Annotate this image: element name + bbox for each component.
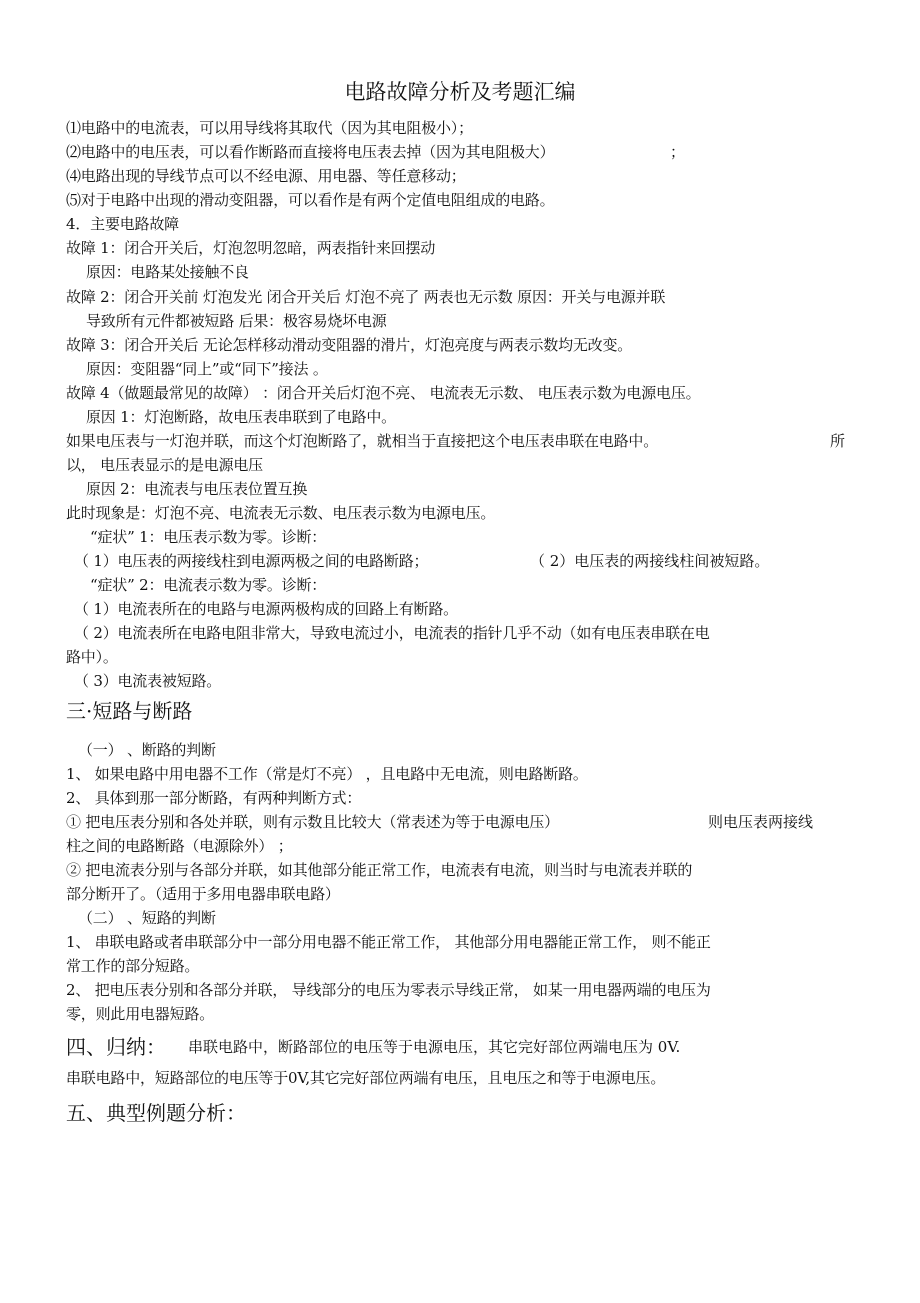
open-method-1-line-2: 柱之间的电路断路（电源除外） ； [66, 837, 293, 855]
explain-line-1: 如果电压表与一灯泡并联，而这个灯泡断路了，就相当于直接把这个电压表串联在电路中。 [66, 432, 659, 450]
tip-4: ⑷电路出现的导线节点可以不经电源、用电器、等任意移动； [66, 167, 466, 185]
symptom-2: “症状” 2：电流表示数为零。诊断： [90, 576, 327, 594]
phenomenon: 此时现象是：灯泡不亮、电流表无示数、电压表示数为电源电压。 [66, 504, 496, 522]
fault-4-cause-1: 原因 1：灯泡断路，故电压表串联到了电路中。 [86, 408, 396, 426]
fault-4: 故障 4（做题最常见的故障） ：闭合开关后灯泡不亮、 电流表无示数、 电压表示数为电源电压。 [66, 384, 701, 402]
fault-1: 故障 1：闭合开关后，灯泡忽明忽暗，两表指针来回摆动 [66, 239, 436, 257]
fault-2-cont: 导致所有元件都被短路 后果：极容易烧坏电源 [86, 312, 387, 330]
open-method-2-line-1: ② 把电流表分别与各部分并联，如其他部分能正常工作，电流表有电流，则当时与电流表并联的 [66, 861, 693, 879]
symptom-2-diag-2-line-1: （ 2）电流表所在电路电阻非常大，导致电流过小，电流表的指针几乎不动（如有电压表串联在电 [74, 624, 710, 642]
open-circuit-2: 2、 具体到那一部分断路，有两种判断方式： [66, 789, 362, 807]
document-title-text: 电路故障分析及考题汇编 [344, 80, 576, 104]
short-circuit-heading: （二） 、短路的判断 [78, 909, 216, 927]
symptom-1: “症状” 1：电压表示数为零。诊断： [90, 528, 327, 546]
explain-line-1-tail: 所 [830, 432, 846, 450]
explain-line-2: 以， 电压表显示的是电源电压 [66, 456, 263, 474]
symptom-1-diag-2: （ 2）电压表的两接线柱间被短路。 [530, 552, 770, 570]
symptom-2-diag-1: （ 1）电流表所在的电路与电源两极构成的回路上有断路。 [74, 600, 458, 618]
fault-3: 故障 3：闭合开关后 无论怎样移动滑动变阻器的滑片，灯泡亮度与两表示数均无改变。 [66, 336, 633, 354]
section-4-heading: 4．主要电路故障 [66, 215, 179, 233]
tip-1: ⑴电路中的电流表，可以用导线将其取代（因为其电阻极小）； [66, 119, 473, 137]
summary-line-1: 串联电路中，断路部位的电压等于电源电压，其它完好部位两端电压为 0V. [188, 1038, 681, 1056]
open-method-2-line-2: 部分断开了。（适用于多用电器串联电路） [66, 885, 340, 903]
document-title [0, 78, 920, 106]
section-3-heading: 三·短路与断路 [66, 699, 193, 723]
short-circuit-1-line-1: 1、 串联电路或者串联部分中一部分用电器不能正常工作， 其他部分用电器能正常工作， 则不能正 [66, 933, 711, 951]
tip-2-tail: ； [670, 143, 686, 161]
symptom-2-diag-2-line-2: 路中）。 [66, 648, 118, 666]
short-circuit-2-line-1: 2、 把电压表分别和各部分并联， 导线部分的电压为零表示导线正常， 如某一用电器两端的电压为 [66, 981, 711, 999]
summary-heading: 四、归纳： [66, 1035, 166, 1059]
fault-4-cause-2: 原因 2：电流表与电压表位置互换 [86, 480, 308, 498]
symptom-1-diag-1: （ 1）电压表的两接线柱到电源两极之间的电路断路； [74, 552, 429, 570]
open-method-1-line-1-tail: 则电压表两接线 [708, 813, 814, 831]
fault-3-cause: 原因：变阻器“同上”或“同下”接法 。 [86, 360, 328, 378]
open-circuit-heading: （一） 、断路的判断 [78, 741, 216, 759]
open-method-1-line-1: ① 把电压表分别和各处并联，则有示数且比较大（常表述为等于电源电压） [66, 813, 559, 831]
short-circuit-1-line-2: 常工作的部分短路。 [66, 957, 200, 975]
short-circuit-2-line-2: 零，则此用电器短路。 [66, 1005, 215, 1023]
examples-heading: 五、典型例题分析： [66, 1101, 246, 1125]
tip-5: ⑸对于电路中出现的滑动变阻器，可以看作是有两个定值电阻组成的电路。 [66, 191, 555, 209]
tip-2: ⑵电路中的电压表，可以看作断路而直接将电压表去掉（因为其电阻极大） [66, 143, 555, 161]
open-circuit-1: 1、 如果电路中用电器不工作（常是灯不亮） ，且电路中无电流，则电路断路。 [66, 765, 588, 783]
fault-1-cause: 原因：电路某处接触不良 [86, 263, 249, 281]
summary-line-2: 串联电路中，短路部位的电压等于0V,其它完好部位两端有电压，且电压之和等于电源电压。 [66, 1069, 666, 1087]
symptom-2-diag-3: （ 3）电流表被短路。 [74, 672, 222, 690]
fault-2: 故障 2：闭合开关前 灯泡发光 闭合开关后 灯泡不亮了 两表也无示数 原因：开关与电源并联 [66, 288, 666, 306]
